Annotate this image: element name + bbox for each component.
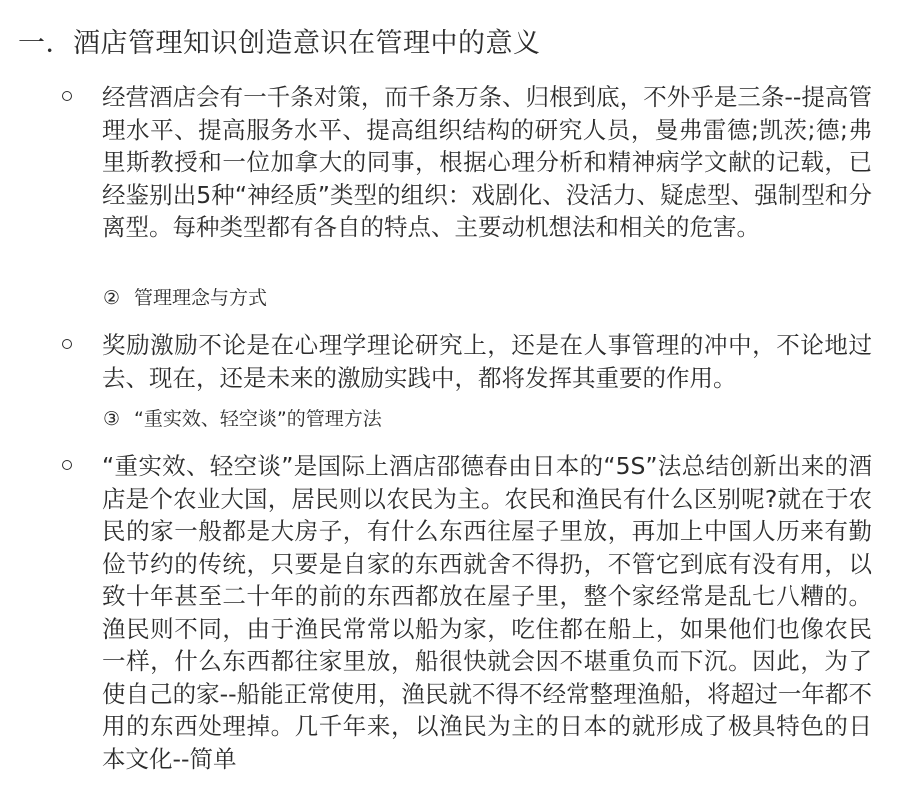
section-title: 酒店管理知识创造意识在管理中的意义 <box>73 28 541 59</box>
subheading-text: “重实效、轻空谈”的管理方法 <box>134 408 382 430</box>
hollow-circle-bullet-icon <box>62 339 72 349</box>
section-heading <box>18 24 541 64</box>
hollow-circle-bullet-icon <box>62 91 72 101</box>
hollow-circle-bullet-icon <box>62 460 72 470</box>
section-number: 一． <box>18 28 73 59</box>
circled-number-marker: ② <box>103 287 121 309</box>
subheading <box>103 405 382 433</box>
subheading-text: 管理理念与方式 <box>134 287 268 309</box>
circled-number-marker: ③ <box>103 408 121 430</box>
subheading <box>103 284 267 312</box>
paragraph: 经营酒店会有一千条对策，而千条万条、归根到底，不外乎是三条--提高管理水平、提高服务水平、提高组织结构的研究人员，曼弗雷德;凯茨;德;弗里斯教授和一位加拿大的同事，根据心理分析和精神病学文献的记载，已经鉴别出5种“神经质”类型的组织：戏剧化、没活力、疑虑型、强制型和分离型。每种类型都有各自的特点、主要动机想法和相关的危害。 <box>102 83 872 241</box>
paragraph: 奖励激励不论是在心理学理论研究上，还是在人事管理的冲中，不论地过去、现在，还是未来的激励实践中，都将发挥其重要的作用。 <box>102 331 872 392</box>
paragraph: “重实效、轻空谈”是国际上酒店邵德春由日本的“5S”法总结创新出来的酒店是个农业大国，居民则以农民为主。农民和渔民有什么区别呢?就在于农民的家一般都是大房子，有什么东西往屋子里放，再加上中国人历来有勤俭节约的传统，只要是自家的东西就舍不得扔，不管它到底有没有用，以致十年甚至二十年的前的东西都放在屋子里，整个家经常是乱七八糟的。渔民则不同，由于渔民常常以船为家，吃住都在船上，如果他们也像农民一样，什么东西都往家里放，船很快就会因不堪重负而下沉。因此，为了使自己的家--船能正常使用，渔民就不得不经常整理渔船，将超过一年都不用的东西处理掉。几千年来，以渔民为主的日本的就形成了极具特色的日本文化--简单 <box>102 452 872 773</box>
